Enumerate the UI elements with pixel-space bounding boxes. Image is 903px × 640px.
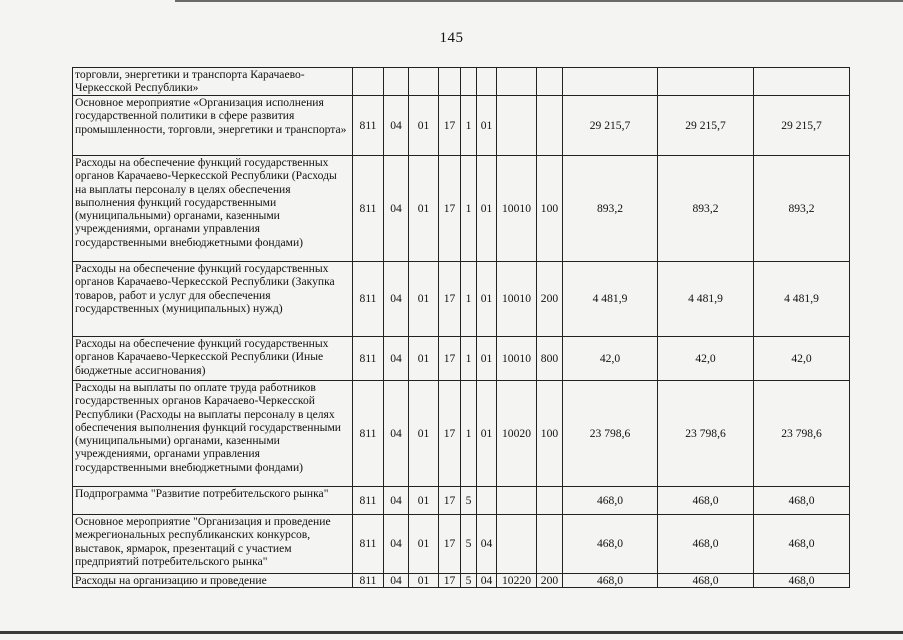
amount-cell: 893,2: [563, 156, 658, 262]
code-cell: 01: [477, 96, 497, 156]
table-row: [73, 574, 850, 588]
amount-cell: 23 798,6: [658, 381, 754, 487]
amount-cell: 23 798,6: [563, 381, 658, 487]
amount-cell: 468,0: [563, 515, 658, 574]
code-cell: 1: [461, 337, 477, 381]
code-cell: [497, 515, 537, 574]
code-cell: 04: [384, 574, 409, 588]
amount-cell: 42,0: [658, 337, 754, 381]
code-cell: 17: [439, 156, 461, 262]
code-cell: 17: [439, 487, 461, 515]
amount-cell: [563, 68, 658, 96]
page-number: 145: [439, 30, 464, 46]
amount-cell: 893,2: [658, 156, 754, 262]
code-cell: 17: [439, 574, 461, 588]
row-name: торговли, энергетики и транспорта Карачаево-Черкесской Республики»: [73, 68, 353, 96]
code-cell: 01: [409, 156, 439, 262]
amount-cell: 468,0: [754, 515, 850, 574]
table-row: [73, 262, 850, 337]
bottom-rule: [0, 631, 903, 634]
code-cell: [353, 68, 384, 96]
code-cell: 17: [439, 262, 461, 337]
code-cell: 800: [537, 337, 563, 381]
code-cell: 1: [461, 262, 477, 337]
amount-cell: 468,0: [658, 487, 754, 515]
code-cell: 10020: [497, 381, 537, 487]
code-cell: 811: [353, 262, 384, 337]
code-cell: 04: [477, 515, 497, 574]
row-name: Основное мероприятие "Организация и проведение межрегиональных республиканских конкурсов, выставок, ярмарок, презентаций с участием предприятий потребительского рынка": [73, 515, 353, 574]
code-cell: 200: [537, 574, 563, 588]
code-cell: 811: [353, 574, 384, 588]
code-cell: 17: [439, 515, 461, 574]
code-cell: 10220: [497, 574, 537, 588]
budget-table: [72, 67, 850, 588]
code-cell: 01: [409, 487, 439, 515]
code-cell: 10010: [497, 156, 537, 262]
code-cell: 04: [384, 487, 409, 515]
amount-cell: 23 798,6: [754, 381, 850, 487]
code-cell: 1: [461, 156, 477, 262]
code-cell: 04: [384, 337, 409, 381]
amount-cell: 468,0: [658, 574, 754, 588]
code-cell: 100: [537, 381, 563, 487]
amount-cell: 42,0: [563, 337, 658, 381]
code-cell: 04: [477, 574, 497, 588]
code-cell: 5: [461, 487, 477, 515]
code-cell: [497, 487, 537, 515]
amount-cell: 468,0: [754, 574, 850, 588]
code-cell: 04: [384, 96, 409, 156]
amount-cell: 893,2: [754, 156, 850, 262]
code-cell: 811: [353, 381, 384, 487]
code-cell: 04: [384, 381, 409, 487]
table-row: [73, 156, 850, 262]
code-cell: 01: [409, 574, 439, 588]
row-name: Расходы на обеспечение функций государственных органов Карачаево-Черкесской Республики (Расходы на выплаты персоналу в целях обеспечения выполнения функций государственными (муниципальными) органами, казенными учреждениями, органами управления государственными внебюджетными фондами): [73, 156, 353, 262]
amount-cell: 468,0: [754, 487, 850, 515]
code-cell: [384, 68, 409, 96]
amount-cell: 29 215,7: [754, 96, 850, 156]
code-cell: 01: [477, 337, 497, 381]
table-row: [73, 337, 850, 381]
code-cell: 10010: [497, 262, 537, 337]
code-cell: 01: [409, 262, 439, 337]
code-cell: [537, 487, 563, 515]
row-name: Подпрограмма "Развитие потребительского рынка": [73, 487, 353, 515]
code-cell: 1: [461, 381, 477, 487]
amount-cell: 42,0: [754, 337, 850, 381]
code-cell: 01: [409, 96, 439, 156]
code-cell: [477, 68, 497, 96]
code-cell: [497, 68, 537, 96]
top-rule: [175, 0, 903, 2]
code-cell: 01: [409, 381, 439, 487]
code-cell: [537, 96, 563, 156]
amount-cell: 29 215,7: [563, 96, 658, 156]
amount-cell: [754, 68, 850, 96]
code-cell: 811: [353, 156, 384, 262]
code-cell: 811: [353, 337, 384, 381]
code-cell: 04: [384, 262, 409, 337]
amount-cell: 29 215,7: [658, 96, 754, 156]
table-row: [73, 487, 850, 515]
table-row: [73, 68, 850, 96]
code-cell: [537, 68, 563, 96]
code-cell: 04: [384, 156, 409, 262]
row-name: Расходы на организацию и проведение: [73, 574, 353, 588]
row-name: Расходы на выплаты по оплате труда работников государственных органов Карачаево-Черкесской Республики (Расходы на выплаты персоналу в целях обеспечения выполнения функций государственными (муниципальными) органами, казенными учреждениями, органами управления государственными внебюджетными фондами): [73, 381, 353, 487]
code-cell: 5: [461, 515, 477, 574]
code-cell: 01: [409, 515, 439, 574]
code-cell: 811: [353, 487, 384, 515]
code-cell: 17: [439, 337, 461, 381]
row-name: Основное мероприятие «Организация исполнения государственной политики в сфере развития промышленности, торговли, энергетики и транспорта»: [73, 96, 353, 156]
table-row: [73, 381, 850, 487]
code-cell: [477, 487, 497, 515]
table-row: [73, 96, 850, 156]
amount-cell: 4 481,9: [658, 262, 754, 337]
code-cell: 1: [461, 96, 477, 156]
code-cell: [497, 96, 537, 156]
code-cell: [409, 68, 439, 96]
code-cell: 17: [439, 96, 461, 156]
table-row: [73, 515, 850, 574]
code-cell: 04: [384, 515, 409, 574]
code-cell: 01: [477, 381, 497, 487]
code-cell: 100: [537, 156, 563, 262]
code-cell: 5: [461, 574, 477, 588]
amount-cell: [658, 68, 754, 96]
code-cell: 01: [409, 337, 439, 381]
code-cell: [461, 68, 477, 96]
amount-cell: 468,0: [563, 487, 658, 515]
code-cell: [537, 515, 563, 574]
amount-cell: 468,0: [563, 574, 658, 588]
amount-cell: 4 481,9: [754, 262, 850, 337]
row-name: Расходы на обеспечение функций государственных органов Карачаево-Черкесской Республики (Закупка товаров, работ и услуг для обеспечения государственных (муниципальных) нужд): [73, 262, 353, 337]
code-cell: 10010: [497, 337, 537, 381]
code-cell: 01: [477, 262, 497, 337]
code-cell: 01: [477, 156, 497, 262]
code-cell: 17: [439, 381, 461, 487]
code-cell: [439, 68, 461, 96]
code-cell: 200: [537, 262, 563, 337]
row-name: Расходы на обеспечение функций государственных органов Карачаево-Черкесской Республики (Иные бюджетные ассигнования): [73, 337, 353, 381]
amount-cell: 4 481,9: [563, 262, 658, 337]
code-cell: 811: [353, 96, 384, 156]
code-cell: 811: [353, 515, 384, 574]
amount-cell: 468,0: [658, 515, 754, 574]
